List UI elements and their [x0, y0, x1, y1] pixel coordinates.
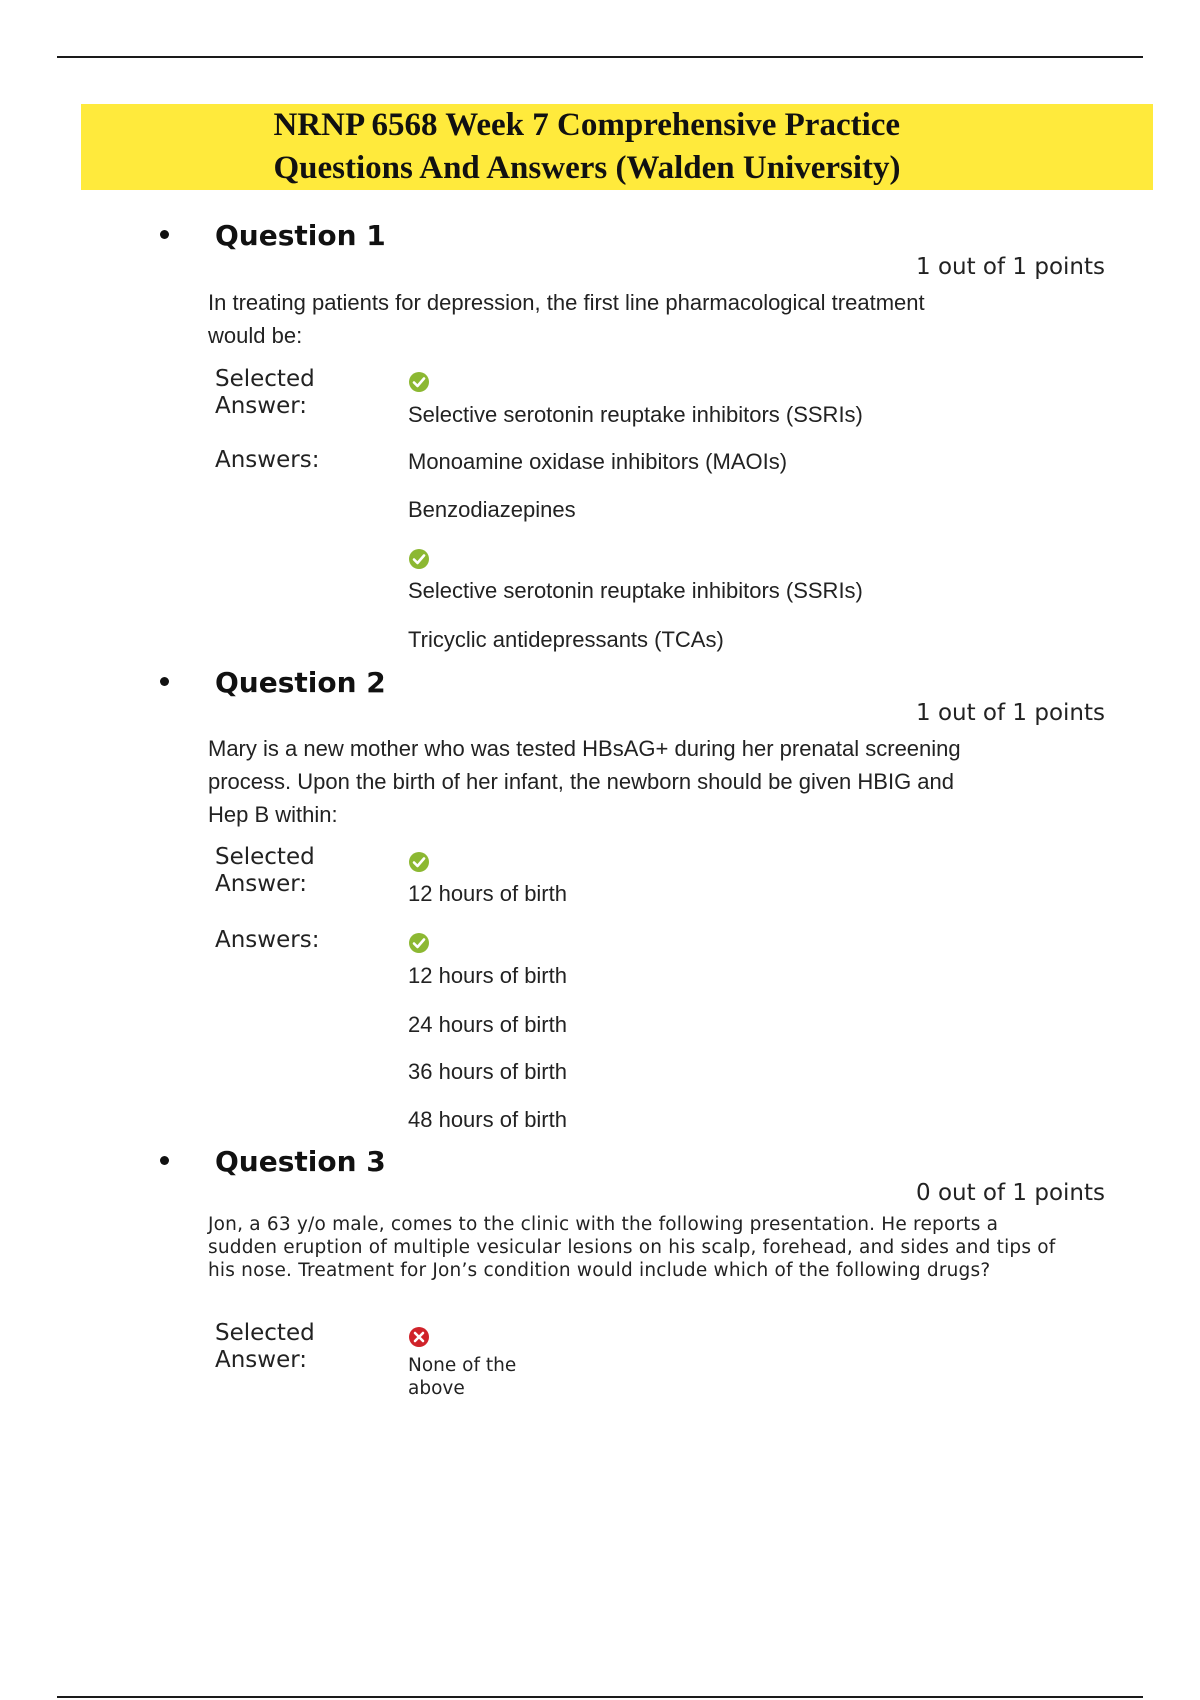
question-title: Question 2	[215, 666, 386, 699]
selected-answer: Selective serotonin reuptake inhibitors (SSRIs)	[408, 402, 863, 427]
label-line: Selected	[215, 1320, 315, 1346]
bullet-icon	[160, 677, 169, 686]
answer-option: Monoamine oxidase inhibitors (MAOIs)	[408, 449, 788, 474]
question-text-line: In treating patients for depression, the first line pharmacological treatment	[208, 290, 925, 315]
title-banner	[81, 104, 1153, 190]
question-text	[208, 1213, 1128, 1282]
answer-option: 24 hours of birth	[408, 1012, 567, 1037]
question-text	[208, 286, 1128, 352]
answer-option: 36 hours of birth	[408, 1059, 567, 1084]
question-text-line: Mary is a new mother who was tested HBsAG+ during her prenatal screening	[208, 736, 961, 761]
title-line-2: Questions And Answers (Walden University)	[273, 150, 901, 186]
question-heading	[160, 1145, 386, 1178]
question-text-line: would be:	[208, 323, 303, 348]
answer-option: 12 hours of birth	[408, 963, 567, 988]
x-circle-icon	[408, 1326, 430, 1348]
bullet-icon	[160, 1156, 169, 1165]
question-points: 0 out of 1 points	[916, 1180, 1105, 1206]
question-heading	[160, 666, 386, 699]
label-line: Answer:	[215, 393, 308, 419]
question-text-line: his nose. Treatment for Jon’s condition would include which of the following drugs?	[208, 1260, 991, 1281]
selected-answer-line: above	[408, 1378, 465, 1399]
selected-answer: 12 hours of birth	[408, 881, 567, 906]
answer-option: Tricyclic antidepressants (TCAs)	[408, 627, 724, 652]
bullet-icon	[160, 230, 169, 239]
label-line: Answer:	[215, 871, 308, 897]
top-rule	[57, 56, 1143, 58]
selected-answer-label	[215, 366, 365, 420]
question-heading	[160, 219, 386, 252]
label-line: Answer:	[215, 1347, 308, 1373]
question-text	[208, 732, 1128, 831]
answers-label: Answers:	[215, 447, 320, 473]
check-circle-icon	[408, 548, 430, 570]
question-points: 1 out of 1 points	[916, 700, 1105, 726]
selected-answer-label	[215, 1320, 365, 1374]
bottom-rule	[57, 1696, 1143, 1698]
selected-answer-label	[215, 844, 365, 898]
answers-label: Answers:	[215, 927, 320, 953]
selected-answer	[408, 1354, 548, 1400]
label-line: Selected	[215, 366, 315, 392]
question-title: Question 1	[215, 219, 386, 252]
check-circle-icon	[408, 371, 430, 393]
question-text-line: process. Upon the birth of her infant, the newborn should be given HBIG and	[208, 769, 955, 794]
page-title	[81, 104, 1153, 190]
selected-answer-line: None of the	[408, 1355, 517, 1376]
check-circle-icon	[408, 851, 430, 873]
title-line-1: NRNP 6568 Week 7 Comprehensive Practice	[273, 107, 901, 143]
question-text-line: Hep B within:	[208, 802, 338, 827]
answer-option: Selective serotonin reuptake inhibitors (SSRIs)	[408, 578, 863, 603]
question-text-line: sudden eruption of multiple vesicular lesions on his scalp, forehead, and sides and tips of	[208, 1237, 1056, 1258]
question-title: Question 3	[215, 1145, 386, 1178]
answer-option: 48 hours of birth	[408, 1107, 567, 1132]
label-line: Selected	[215, 844, 315, 870]
question-points: 1 out of 1 points	[916, 254, 1105, 280]
check-circle-icon	[408, 932, 430, 954]
question-text-line: Jon, a 63 y/o male, comes to the clinic with the following presentation. He reports a	[208, 1214, 999, 1235]
answer-option: Benzodiazepines	[408, 497, 576, 522]
